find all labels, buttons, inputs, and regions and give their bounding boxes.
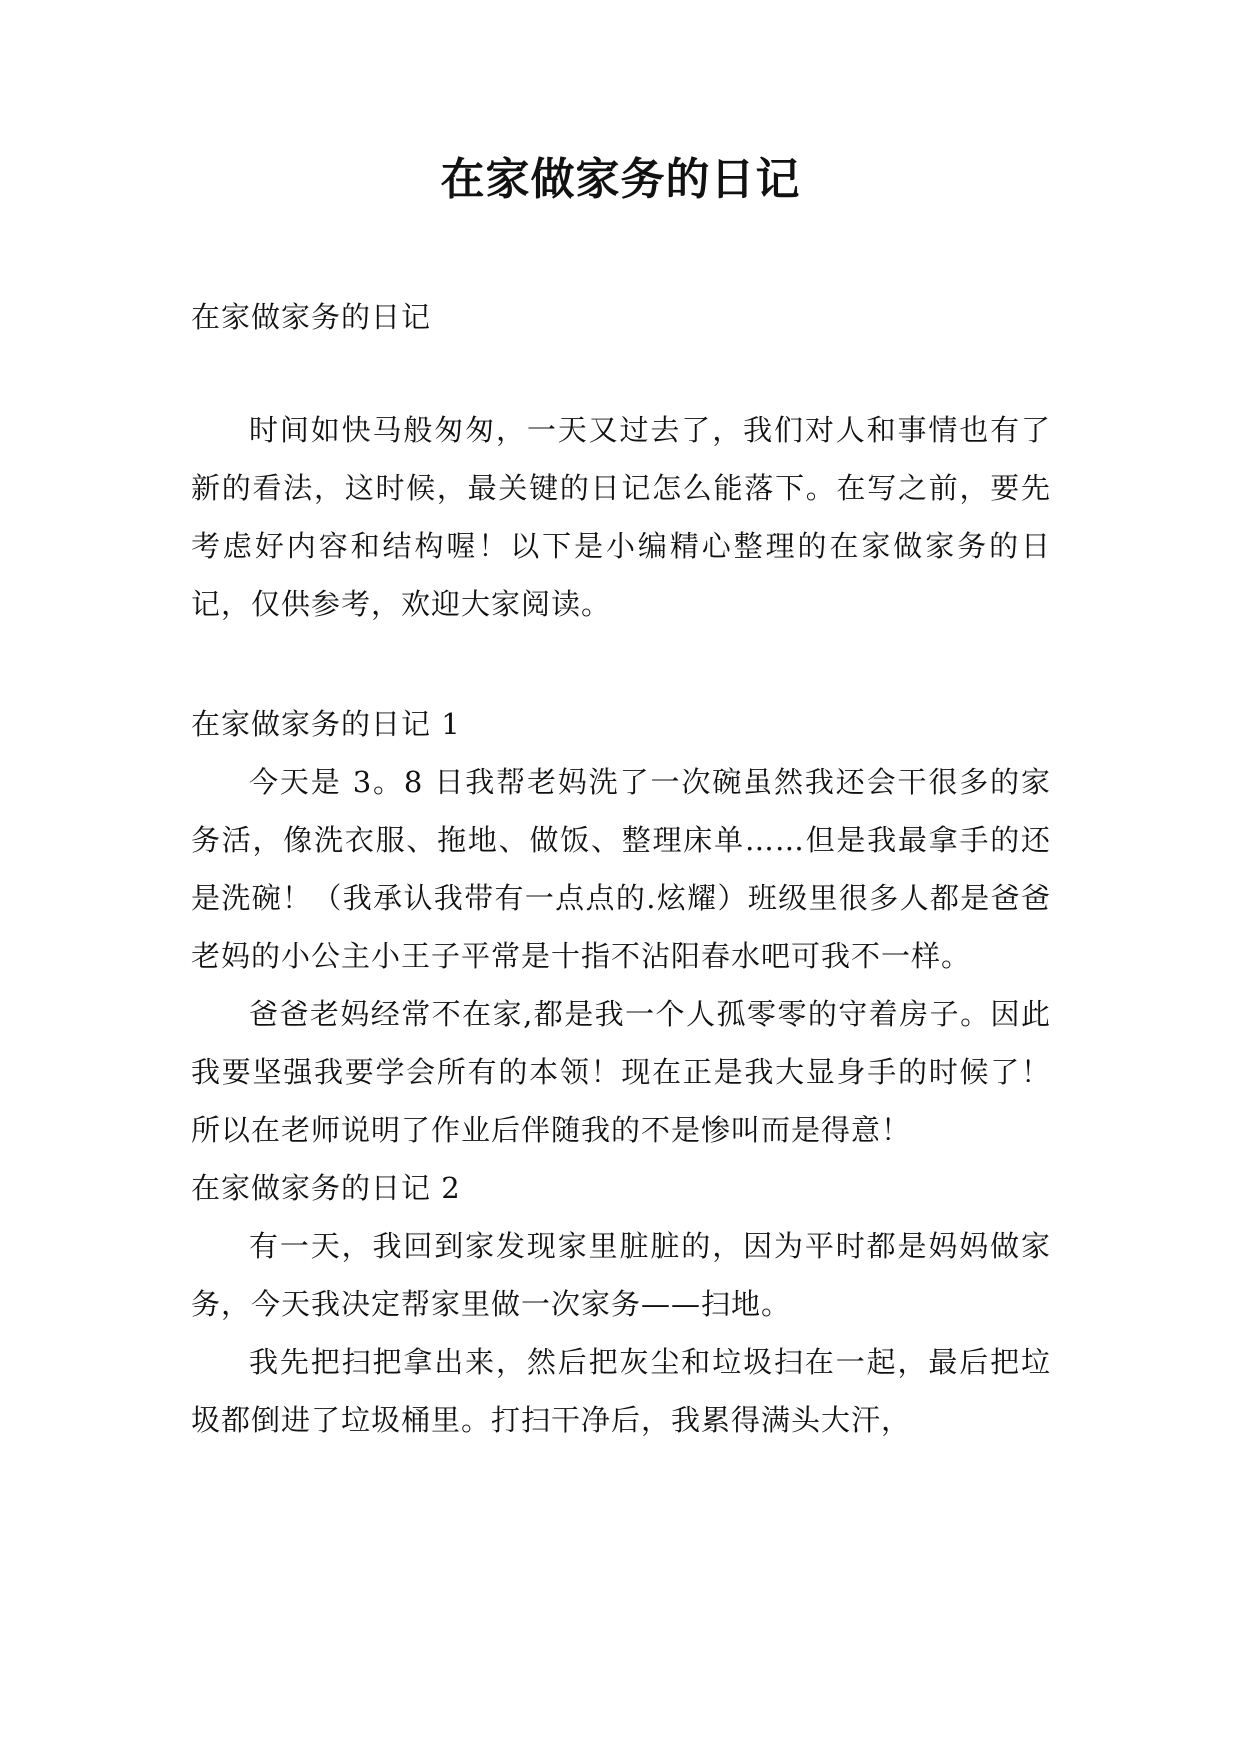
entry-1-paragraph-1: 今天是 3。8 日我帮老妈洗了一次碗虽然我还会干很多的家务活，像洗衣服、拖地、做饭、整理床单……但是我最拿手的还是洗碗！（我承认我带有一点点的.炫耀）班级里很多人都是爸爸老妈的小公主小王子平常是十指不沾阳春水吧可我不一样。	[191, 765, 1051, 973]
document-body	[191, 288, 1051, 1449]
entry-2-paragraph-2: 我先把扫把拿出来，然后把灰尘和垃圾扫在一起，最后把垃圾都倒进了垃圾桶里。打扫干净后，我累得满头大汗，	[191, 1345, 1051, 1437]
entry-1-paragraph-2: 爸爸老妈经常不在家,都是我一个人孤零零的守着房子。因此我要坚强我要学会所有的本领！现在正是我大显身手的时候了！所以在老师说明了作业后伴随我的不是惨叫而是得意！	[191, 997, 1051, 1147]
intro-paragraph: 时间如快马般匆匆，一天又过去了，我们对人和事情也有了新的看法，这时候，最关键的日记怎么能落下。在写之前，要先考虑好内容和结构喔！以下是小编精心整理的在家做家务的日记，仅供参考，欢迎大家阅读。	[191, 413, 1051, 621]
entry-2-paragraph-1: 有一天，我回到家发现家里脏脏的，因为平时都是妈妈做家务，今天我决定帮家里做一次家务——扫地。	[191, 1229, 1051, 1321]
entry-1-heading: 在家做家务的日记 1	[191, 707, 461, 741]
entry-2-heading: 在家做家务的日记 2	[191, 1171, 461, 1205]
document-subtitle: 在家做家务的日记	[191, 300, 432, 334]
document-title: 在家做家务的日记	[440, 154, 801, 205]
